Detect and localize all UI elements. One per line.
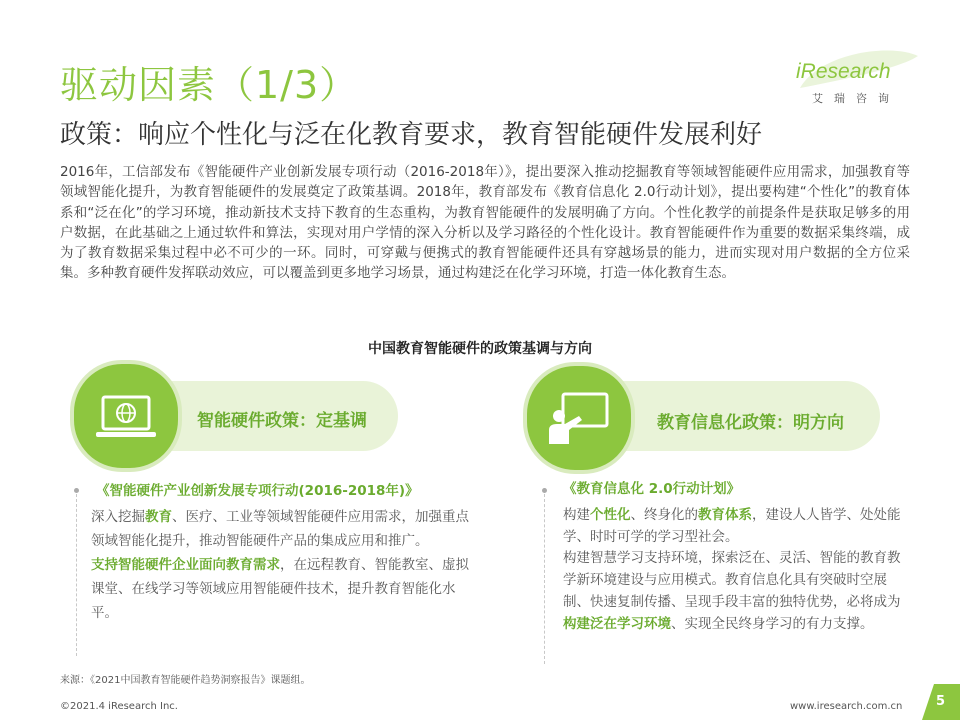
- right-bullet-dot: [542, 488, 547, 493]
- laptop-globe-icon: [74, 364, 178, 468]
- left-p1-b: 教育: [145, 509, 172, 525]
- right-p1-d: 教育体系: [698, 507, 752, 523]
- section-title: 中国教育智能硬件的政策基调与方向: [368, 341, 592, 357]
- right-policy-label: 教育信息化政策：明方向: [657, 413, 844, 433]
- left-bullet-dot: [74, 488, 79, 493]
- right-p1-a: 构建: [563, 507, 590, 523]
- page-title: 驱动因素（1/3）: [60, 63, 359, 107]
- left-p1-c: 、医疗、工业等领域智能硬件应用需求，加强重点领域智能化提升，推动智能硬件产品的集成应用和推广。: [91, 509, 469, 549]
- page-subtitle: 政策：响应个性化与泛在化教育要求，教育智能硬件发展利好: [60, 120, 763, 150]
- right-p2-a: 构建智慧学习支持环境，探索泛在、灵活、智能的教育教学新环境建设与应用模式。教育信息化具有突破时空展制、快速复制传播、呈现手段丰富的独特优势，必将成为: [563, 550, 901, 610]
- source-note: 来源：《2021中国教育智能硬件趋势洞察报告》课题组。: [60, 675, 311, 686]
- teacher-board-icon: [527, 366, 631, 470]
- intro-paragraph: 2016年，工信部发布《智能硬件产业创新发展专项行动（2016-2018年）》，提出要深入推动挖掘教育等领域智能硬件应用需求，加强教育等领域智能化提升，为教育智能硬件的发展奠定了政策基调。2018年，教育部发布《教育信息化 2.0行动计划》，提出要构建“个性化”的教育体系和“泛在化”的学习环境，推动新技术支持下教育的生态重构，为教育智能硬件的发展明确了方向。个性化教学的前提条件是获取足够多的用户数据，在此基础之上通过软件和算法，实现对用户学情的深入分析以及学习路径的个性化设计。教育智能硬件作为重要的数据采集终端，成为了教育数据采集过程中必不可少的一环。同时，可穿戴与便携式的教育智能硬件还具有穿越场景的能力，进而实现对用户数据的全方位采集。多种教育硬件发挥联动效应，可以覆盖到更多地学习场景，通过构建泛在化学习环境，打造一体化教育生态。: [60, 164, 910, 282]
- left-p1-a: 深入挖掘: [91, 509, 145, 525]
- right-icon-circle: [523, 362, 635, 474]
- right-p1-c: 、终身化的: [630, 507, 698, 523]
- right-p1-b: 个性化: [590, 507, 631, 523]
- left-icon-circle: [70, 360, 182, 472]
- left-p2-b: ，在远程教育、智能教室、虚拟课堂、在线学习等领域应用智能硬件技术，提升教育智能化水平。: [91, 557, 469, 621]
- right-p2-b: 构建泛在学习环境: [563, 615, 671, 632]
- logo-word: iResearch: [796, 60, 891, 83]
- left-policy-label: 智能硬件政策：定基调: [197, 411, 367, 431]
- copyright: ©2021.4 iResearch Inc.: [60, 701, 178, 712]
- left-divider-line: [76, 494, 77, 656]
- right-policy-text: [563, 505, 908, 635]
- page-number: 5: [936, 694, 946, 709]
- right-policy-heading: 《教育信息化 2.0行动计划》: [563, 481, 741, 497]
- right-p1-e: ，建设人人皆学、处处能学、时时可学的学习型社会。: [563, 507, 901, 545]
- left-policy-text: [91, 505, 469, 625]
- right-divider-line: [544, 494, 545, 664]
- left-policy-heading: 《智能硬件产业创新发展专项行动(2016-2018年)》: [96, 483, 419, 499]
- website-link[interactable]: www.iresearch.com.cn: [790, 701, 903, 712]
- right-p2-c: 、实现全民终身学习的有力支撑。: [671, 615, 874, 632]
- logo-subtext: 艾瑞咨询: [812, 92, 900, 105]
- left-p2-a: 支持智能硬件企业面向教育需求: [91, 557, 280, 573]
